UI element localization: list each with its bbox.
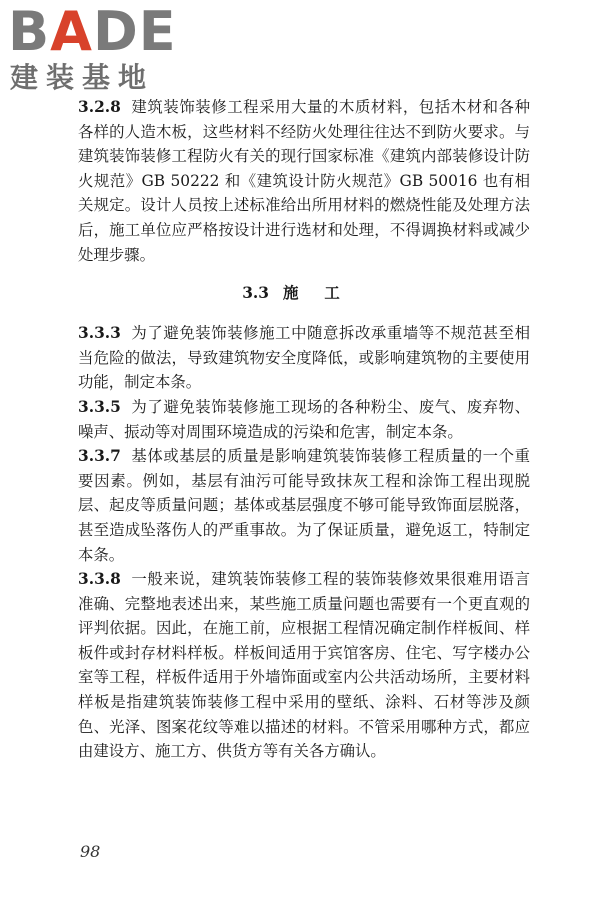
section-title: 施工	[282, 284, 366, 303]
section-number: 3.3	[242, 284, 269, 303]
logo-letter-b: B	[8, 0, 51, 63]
clause-number: 3.2.8	[78, 98, 121, 116]
clause-number: 3.3.7	[78, 447, 121, 466]
logo-wordmark	[8, 0, 177, 63]
clause-3-3-8	[78, 567, 530, 764]
clause-text: 建筑装饰装修工程采用大量的木质材料，包括木材和各种各样的人造木板，这些材料不经防火处理往往达不到防火要求。与建筑装饰装修工程防火有关的现行国家标准《建筑内部装修设计防火规范》GB 50222 和《建筑设计防火规范》GB 50016 也有相关规定。设计人员按上述标准给出所用材料的燃烧性能及处理方法后，施工单位应严格按设计进行选材和处理，不得调换材料或减少处理步骤。	[78, 98, 530, 264]
clause-number: 3.3.8	[78, 570, 121, 589]
logo-subtitle: 建装基地	[10, 61, 155, 94]
clause-3-2-8	[78, 95, 530, 267]
page-number: 98	[80, 842, 101, 861]
clause-number: 3.3.3	[78, 324, 121, 343]
logo-letters-de: DE	[92, 0, 177, 63]
logo-letter-a: A	[50, 0, 93, 63]
clause-text: 为了避免装饰装修施工中随意拆改承重墙等不规范甚至相当危险的做法，导致建筑物安全度降低，或影响建筑物的主要使用功能，制定本条。	[78, 324, 530, 392]
clause-3-3-3	[78, 321, 530, 395]
document-body	[78, 95, 530, 764]
section-heading	[78, 281, 530, 305]
clause-text: 为了避免装饰装修施工现场的各种粉尘、废气、废弃物、噪声、振动等对周围环境造成的污染和危害，制定本条。	[78, 397, 530, 441]
clause-text: 基体或基层的质量是影响建筑装饰装修工程质量的一个重要因素。例如，基层有油污可能导致抹灰工程和涂饰工程出现脱层、起皮等质量问题；基体或基层强度不够可能导致饰面层脱落，甚至造成坠落伤人的严重事故。为了保证质量，避免返工，特制定本条。	[78, 447, 530, 564]
clause-text: 一般来说，建筑装饰装修工程的装饰装修效果很难用语言准确、完整地表述出来，某些施工质量问题也需要有一个更直观的评判依据。因此，在施工前，应根据工程情况确定制作样板间、样板件或封存材料样板。样板间适用于宾馆客房、住宅、写字楼办公室等工程，样板件适用于外墙饰面或室内公共活动场所，主要材料样板是指建筑装饰装修工程中采用的壁纸、涂料、石材等涉及颜色、光泽、图案花纹等难以描述的材料。不管采用哪种方式，都应由建设方、施工方、供货方等有关各方确认。	[78, 570, 530, 761]
bade-logo	[8, 0, 178, 96]
clause-3-3-7	[78, 444, 530, 567]
clause-number: 3.3.5	[78, 397, 121, 416]
clause-3-3-5	[78, 395, 530, 444]
